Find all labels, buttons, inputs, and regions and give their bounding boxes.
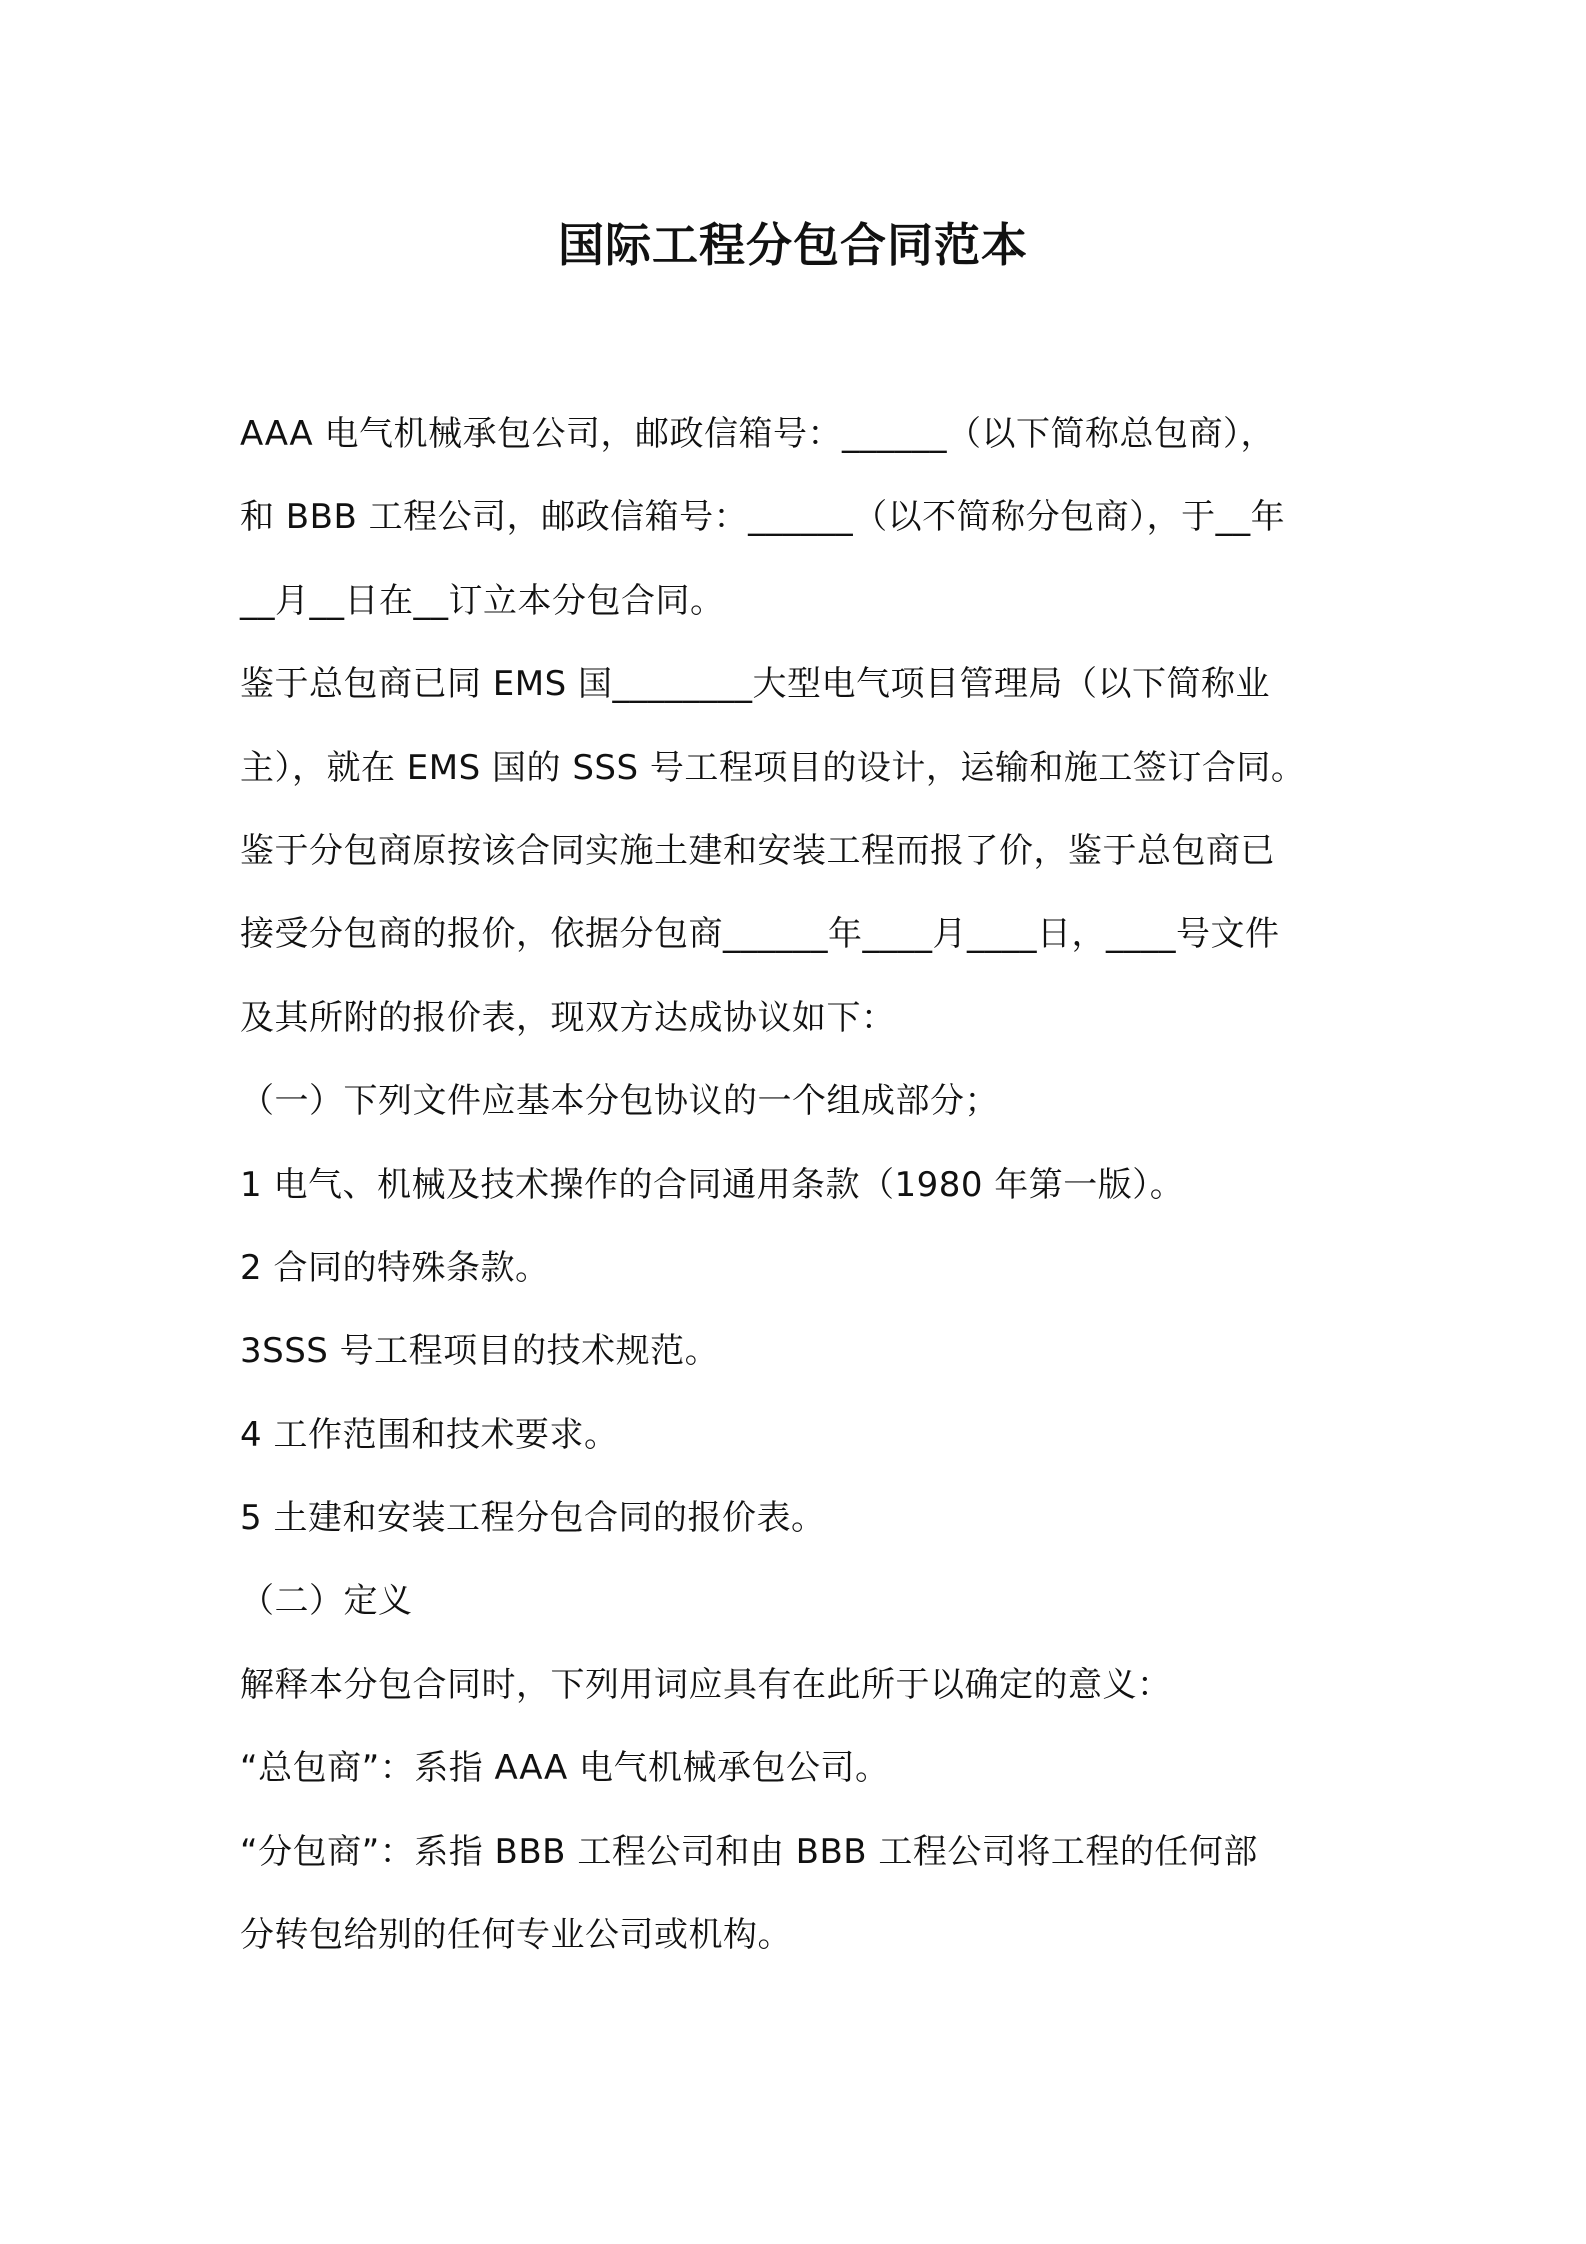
definition-line: “总包商”：系指 AAA 电气机械承包公司。	[240, 1748, 890, 1789]
list-item: 2 合同的特殊条款。	[240, 1247, 550, 1288]
document-body	[240, 393, 1360, 1977]
body-line: __月__日在__订立本分包合同。	[240, 580, 725, 621]
list-item: 3SSS 号工程项目的技术规范。	[240, 1331, 720, 1372]
body-line: 及其所附的报价表，现双方达成协议如下：	[240, 997, 896, 1038]
body-line: 和 BBB 工程公司，邮政信箱号：______（以不简称分包商），于__年	[240, 497, 1286, 538]
list-item: 1 电气、机械及技术操作的合同通用条款（1980 年第一版）。	[240, 1164, 1185, 1205]
section-heading: （一）下列文件应基本分包协议的一个组成部分；	[240, 1081, 999, 1122]
section-heading: （二）定义	[240, 1581, 413, 1622]
body-line: 接受分包商的报价，依据分包商______年____月____日，____号文件	[240, 914, 1280, 955]
definition-line: “分包商”：系指 BBB 工程公司和由 BBB 工程公司将工程的任何部	[240, 1831, 1258, 1872]
body-line: AAA 电气机械承包公司，邮政信箱号：______（以下简称总包商），	[240, 414, 1275, 454]
body-line: 主），就在 EMS 国的 SSS 号工程项目的设计，运输和施工签订合同。	[240, 747, 1306, 788]
document-title: 国际工程分包合同范本	[558, 218, 1028, 272]
body-line: 鉴于分包商原按该合同实施土建和安装工程而报了价，鉴于总包商已	[240, 830, 1275, 871]
body-line: 鉴于总包商已同 EMS 国________大型电气项目管理局（以下简称业	[240, 664, 1271, 705]
body-line: 解释本分包合同时，下列用词应具有在此所于以确定的意义：	[240, 1664, 1172, 1705]
definition-line: 分转包给别的任何专业公司或机构。	[240, 1915, 792, 1956]
list-item: 5 土建和安装工程分包合同的报价表。	[240, 1498, 826, 1539]
list-item: 4 工作范围和技术要求。	[240, 1414, 619, 1455]
